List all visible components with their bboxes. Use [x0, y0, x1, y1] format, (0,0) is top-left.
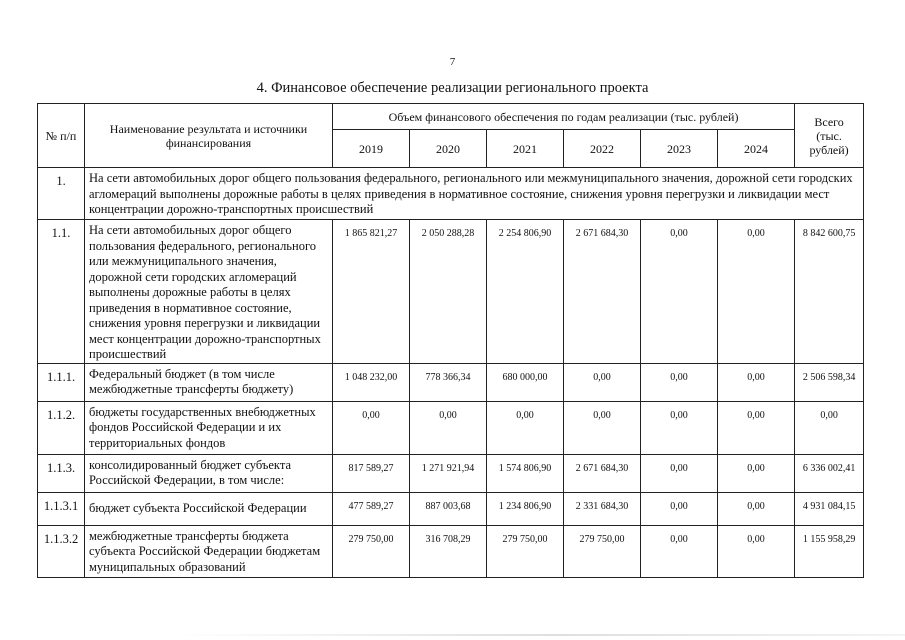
- cell-value: 0,00: [564, 363, 641, 401]
- cell-value: 316 708,29: [410, 525, 487, 577]
- cell-value: 279 750,00: [333, 525, 410, 577]
- cell-value: 0,00: [641, 401, 718, 454]
- row-num: 1.1.3.1: [38, 492, 85, 525]
- cell-value: 0,00: [641, 363, 718, 401]
- cell-value: 0,00: [718, 454, 795, 492]
- header-name: Наименование результата и источники финансирования: [85, 104, 333, 168]
- row-num: 1.1.3.2: [38, 525, 85, 577]
- row-name: межбюджетные трансферты бюджета субъекта Российской Федерации бюджетам муниципальных образований: [85, 525, 333, 577]
- cell-value: 2 254 806,90: [487, 220, 564, 364]
- cell-value: 2 331 684,30: [564, 492, 641, 525]
- row-name: На сети автомобильных дорог общего пользования федерального, регионального или межмуниципального значения, дорожной сети городских агломераций выполнены дорожные работы в целях приведения в нормативное состояние, снижения уровня перегрузки и ликвидации мест концентрации дорожно-транспортных происшествий: [85, 220, 333, 364]
- cell-value: 0,00: [718, 401, 795, 454]
- cell-value: 680 000,00: [487, 363, 564, 401]
- cell-total: 0,00: [795, 401, 864, 454]
- cell-value: 0,00: [641, 525, 718, 577]
- table-row: [38, 220, 864, 364]
- cell-value: 0,00: [641, 492, 718, 525]
- row-name: бюджеты государственных внебюджетных фондов Российской Федерации и их территориальных фондов: [85, 401, 333, 454]
- cell-value: 0,00: [718, 492, 795, 525]
- cell-value: 778 366,34: [410, 363, 487, 401]
- header-year: 2024: [718, 130, 795, 168]
- cell-value: 0,00: [487, 401, 564, 454]
- cell-value: 817 589,27: [333, 454, 410, 492]
- row-num: 1.1.: [38, 220, 85, 364]
- header-year: 2020: [410, 130, 487, 168]
- header-year: 2023: [641, 130, 718, 168]
- row-name: консолидированный бюджет субъекта Российской Федерации, в том числе:: [85, 454, 333, 492]
- cell-value: 1 271 921,94: [410, 454, 487, 492]
- header-year: 2022: [564, 130, 641, 168]
- cell-value: 2 050 288,28: [410, 220, 487, 364]
- header-years-group: Объем финансового обеспечения по годам реализации (тыс. рублей): [333, 104, 795, 130]
- cell-value: 1 048 232,00: [333, 363, 410, 401]
- row-num: 1.1.1.: [38, 363, 85, 401]
- row-name: Федеральный бюджет (в том числе межбюджетные трансферты бюджету): [85, 363, 333, 401]
- cell-total: 1 155 958,29: [795, 525, 864, 577]
- financing-table: [37, 103, 864, 578]
- cell-value: 0,00: [410, 401, 487, 454]
- cell-value: 2 671 684,30: [564, 454, 641, 492]
- header-year: 2019: [333, 130, 410, 168]
- cell-value: 1 865 821,27: [333, 220, 410, 364]
- header-year: 2021: [487, 130, 564, 168]
- cell-value: 0,00: [564, 401, 641, 454]
- table-row: [38, 525, 864, 577]
- scan-artifact: [170, 634, 905, 636]
- page-number: 7: [449, 56, 456, 68]
- result-text: На сети автомобильных дорог общего пользования федерального, регионального или межмуниципального значения, дорожной сети городских агломераций выполнены дорожные работы в целях приведения в нормативное состояние, снижения уровня перегрузки и ликвидации мест концентрации дорожно-транспортных происшествий: [85, 168, 864, 220]
- row-num: 1.1.2.: [38, 401, 85, 454]
- cell-value: 0,00: [641, 220, 718, 364]
- cell-total: 6 336 002,41: [795, 454, 864, 492]
- row-name: бюджет субъекта Российской Федерации: [85, 492, 333, 525]
- cell-value: 279 750,00: [487, 525, 564, 577]
- cell-value: 887 003,68: [410, 492, 487, 525]
- cell-value: 279 750,00: [564, 525, 641, 577]
- header-total: Всего (тыс. рублей): [795, 104, 864, 168]
- cell-value: 477 589,27: [333, 492, 410, 525]
- cell-total: 4 931 084,15: [795, 492, 864, 525]
- section-title: 4. Финансовое обеспечение реализации регионального проекта: [256, 80, 649, 96]
- cell-value: 0,00: [641, 454, 718, 492]
- cell-value: 2 671 684,30: [564, 220, 641, 364]
- cell-value: 0,00: [333, 401, 410, 454]
- cell-total: 8 842 600,75: [795, 220, 864, 364]
- cell-value: 0,00: [718, 363, 795, 401]
- result-row: [38, 168, 864, 220]
- table-row: [38, 363, 864, 401]
- cell-value: 0,00: [718, 220, 795, 364]
- cell-value: 1 574 806,90: [487, 454, 564, 492]
- header-num: № п/п: [38, 104, 85, 168]
- table-row: [38, 454, 864, 492]
- table-row: [38, 401, 864, 454]
- cell-value: 1 234 806,90: [487, 492, 564, 525]
- row-num: 1.: [38, 168, 85, 220]
- cell-value: 0,00: [718, 525, 795, 577]
- table-row: [38, 492, 864, 525]
- row-num: 1.1.3.: [38, 454, 85, 492]
- cell-total: 2 506 598,34: [795, 363, 864, 401]
